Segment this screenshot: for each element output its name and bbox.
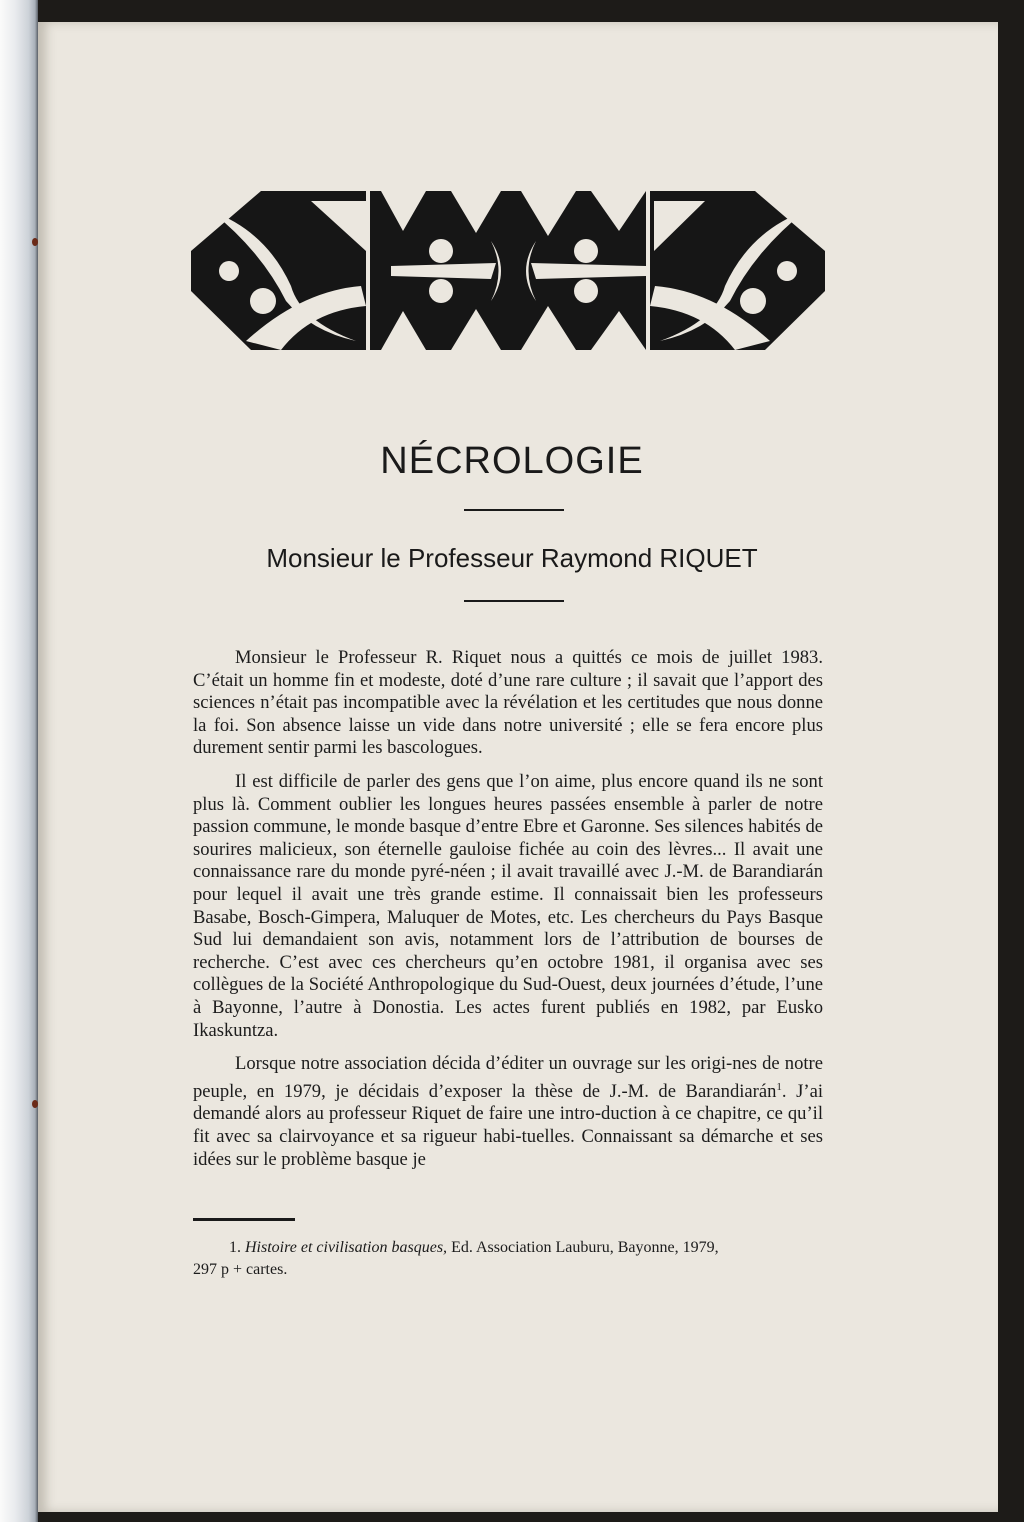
- footnote-line-1: [193, 1237, 823, 1259]
- footnote-rule: [193, 1218, 295, 1221]
- ornament-band: [191, 191, 825, 350]
- title-rule: [464, 509, 564, 511]
- paragraph-3: [193, 1053, 823, 1171]
- paragraph-1: Monsieur le Professeur R. Riquet nous a quittés ce mois de juillet 1983. C’était un homme fin et modeste, doté d’une rare culture ; il savait que l’apport des sciences n’était pas incompatible avec la révélation et les certitudes que nous donne la foi. Son absence laisse un vide dans notre université ; elle se fera encore plus durement sentir parmi les bascologues.: [193, 647, 823, 759]
- rust-spot: [32, 1100, 38, 1108]
- paragraph-3-part-1: Lorsque notre association décida d’éditer un ouvrage sur les origi-nes de notre peuple, en 1979, je décidais d’exposer la thèse de J.-M. de Barandiarán: [193, 1053, 823, 1102]
- footnote-number: 1.: [229, 1239, 241, 1256]
- footnote-book-title: Histoire et civilisation basques,: [245, 1239, 448, 1256]
- paragraph-2: Il est difficile de parler des gens que l’on aime, plus encore quand ils ne sont plus là. Comment oublier les longues heures passées ensemble à parler de notre passion commune, le monde basque d’entre Ebre et Garonne. Ses silences habités de sourires malicieux, son éternelle gauloise fichée au coin des lèvres... Il avait une connaissance rare du monde pyré-néen ; il avait travaillé avec J.-M. de Barandiarán pour lequel il avait une très grande estime. Il connaissait bien les professeurs Basabe, Bosch-Gimpera, Maluquer de Motes, etc. Les chercheurs du Pays Basque Sud lui demandaient son avis, notamment lors de l’attribution de bourses de recherche. C’est avec ces chercheurs qu’en octobre 1981, il organisa avec ses collègues de la Société Anthropologique du Sud-Ouest, deux journées d’étude, l’une à Bayonne, l’autre à Donostia. Les actes furent publiés en 1982, par Eusko Ikaskuntza.: [193, 770, 823, 1041]
- article-subtitle: Monsieur le Professeur Raymond RIQUET: [266, 543, 758, 573]
- book-binding: [0, 0, 38, 1522]
- article-body: [193, 647, 823, 1182]
- footnote: [193, 1237, 823, 1281]
- rust-spot: [32, 238, 38, 246]
- footnote-publisher: Ed. Association Lauburu, Bayonne, 1979,: [451, 1239, 719, 1256]
- page-title: NÉCROLOGIE: [380, 440, 644, 482]
- paragraph-3-part-2: . J’ai demandé alors au professeur Riquet de faire une intro-duction à ce chapitre, ce qu’il fit avec sa clairvoyance et sa rigueur habi-tuelles. Connaissant sa démarche et ses idées sur le problème basque je: [193, 1080, 823, 1170]
- footnote-mark: 1: [776, 1080, 782, 1093]
- subtitle-rule: [464, 600, 564, 602]
- footnote-line-2: 297 p + cartes.: [193, 1261, 288, 1278]
